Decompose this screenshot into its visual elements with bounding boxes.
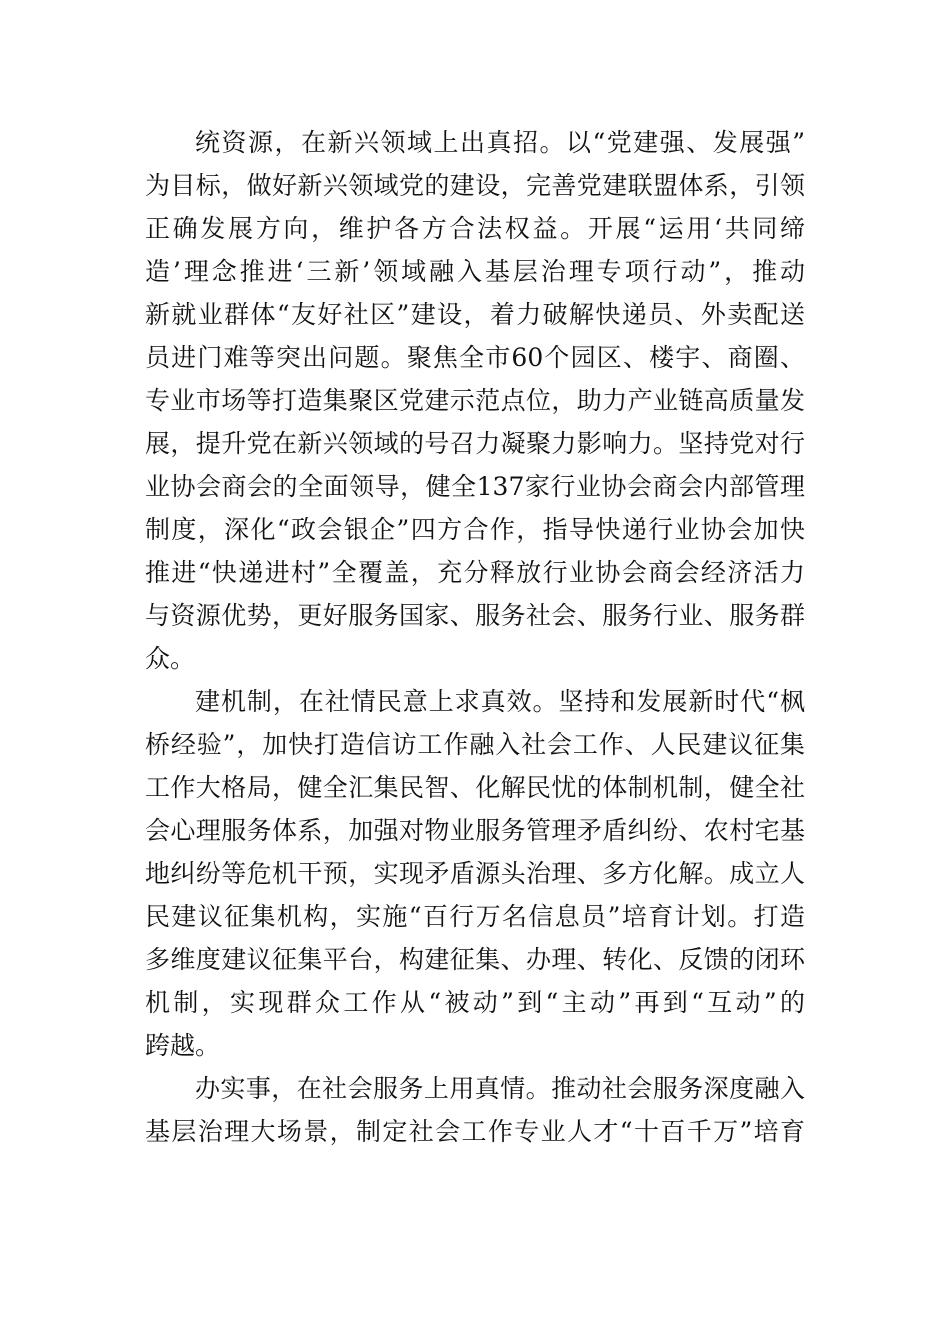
paragraph-1-line-13: 众。	[145, 644, 196, 673]
paragraph-1-line-4: 造’理念推进‘三新’领域融入基层治理专项行动”，推动	[145, 257, 805, 286]
paragraph-1-line-5: 新就业群体“友好社区”建设，着力破解快递员、外卖配送	[145, 300, 805, 329]
paragraph-2-line-4: 会心理服务体系，加强对物业服务管理矛盾纠纷、农村宅基	[145, 816, 805, 845]
paragraph-2-line-3: 工作大格局，健全汇集民智、化解民忧的体制机制，健全社	[145, 773, 805, 802]
paragraph-3-line-2: 基层治理大场景，制定社会工作专业人才“十百千万”培育	[145, 1117, 805, 1146]
paragraph-1-line-6: 员进门难等突出问题。聚焦全市60个园区、楼宇、商圈、	[145, 343, 805, 372]
paragraph-2-line-8: 机制，实现群众工作从“被动”到“主动”再到“互动”的	[145, 988, 805, 1017]
paragraph-1-line-1: 统资源，在新兴领域上出真招。以“党建强、发展强”	[195, 128, 805, 157]
paragraph-1-line-11: 推进“快递进村”全覆盖，充分释放行业协会商会经济活力	[145, 558, 805, 587]
paragraph-3-line-1: 办实事，在社会服务上用真情。推动社会服务深度融入	[195, 1074, 805, 1103]
paragraph-2-line-7: 多维度建议征集平台，构建征集、办理、转化、反馈的闭环	[145, 945, 805, 974]
paragraph-1-line-12: 与资源优势，更好服务国家、服务社会、服务行业、服务群	[145, 601, 805, 630]
paragraph-1-line-9: 业协会商会的全面领导，健全137家行业协会商会内部管理	[145, 472, 805, 501]
paragraph-1-line-7: 专业市场等打造集聚区党建示范点位，助力产业链高质量发	[145, 386, 805, 415]
paragraph-1-line-2: 为目标，做好新兴领域党的建设，完善党建联盟体系，引领	[145, 171, 805, 200]
paragraph-2-line-9: 跨越。	[145, 1031, 221, 1060]
paragraph-1-line-3: 正确发展方向，维护各方合法权益。开展“运用‘共同缔	[145, 214, 805, 243]
paragraph-2-line-1: 建机制，在社情民意上求真效。坚持和发展新时代“枫	[195, 687, 805, 716]
paragraph-1-line-10: 制度，深化“政会银企”四方合作，指导快递行业协会加快	[145, 515, 805, 544]
paragraph-2-line-6: 民建议征集机构，实施“百行万名信息员”培育计划。打造	[145, 902, 805, 931]
paragraph-1-line-8: 展，提升党在新兴领域的号召力凝聚力影响力。坚持党对行	[145, 429, 805, 458]
paragraph-2-line-2: 桥经验”，加快打造信访工作融入社会工作、人民建议征集	[145, 730, 805, 759]
paragraph-2-line-5: 地纠纷等危机干预，实现矛盾源头治理、多方化解。成立人	[145, 859, 805, 888]
